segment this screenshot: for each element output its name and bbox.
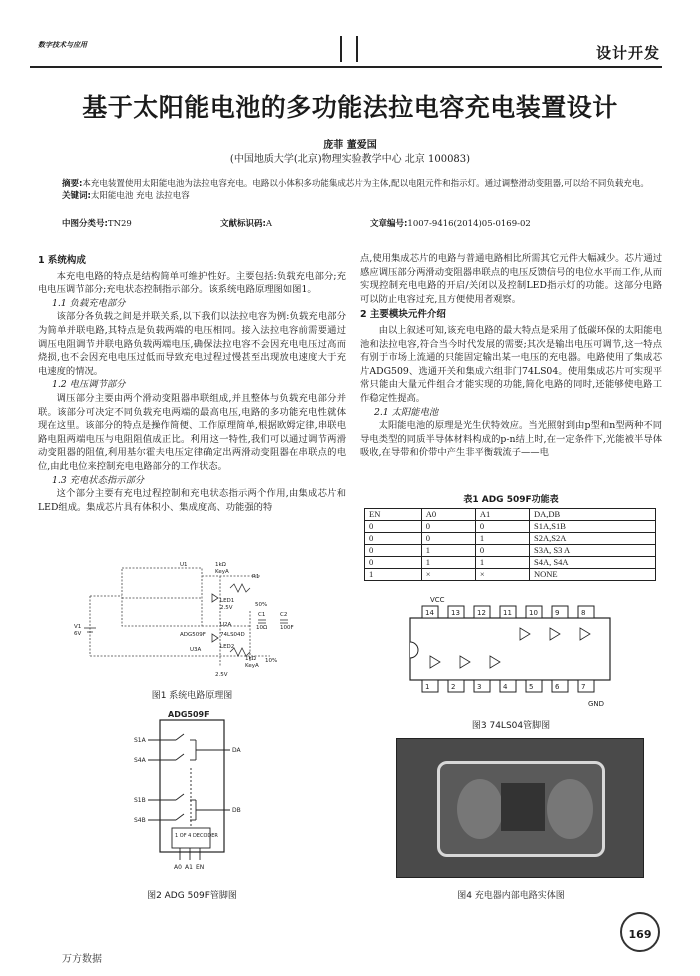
- pin-number: 2: [451, 683, 456, 691]
- fig1-label: 100F: [280, 625, 294, 631]
- table-cell: 0: [475, 521, 529, 533]
- figure-1-caption: 图1 系统电路原理图: [151, 691, 233, 701]
- fig2-pin: DB: [232, 807, 241, 814]
- pin-number: 14: [425, 609, 434, 617]
- header-rule: [30, 66, 662, 68]
- table-row: [365, 545, 656, 557]
- fig1-label: U2A: [220, 622, 232, 628]
- table-cell: 0: [365, 521, 422, 533]
- paper-title: 基于太阳能电池的多功能法拉电容充电装置设计: [82, 93, 618, 122]
- pin-number: 6: [555, 683, 560, 691]
- section-1-2-title: 1.2 电压调节部分: [51, 379, 126, 391]
- section-2-title: 2 主要模块元件介绍: [360, 309, 446, 321]
- table-cell: 0: [421, 521, 475, 533]
- pin-number: 5: [529, 683, 534, 691]
- figure-4-photo: [396, 738, 644, 878]
- pin-number: 13: [451, 609, 460, 617]
- fig1-label: C2: [280, 612, 288, 618]
- fig1-label: 74LS04D: [220, 632, 245, 638]
- doc-code: 文献标识码:A: [220, 219, 273, 229]
- table-cell: 1: [365, 569, 422, 581]
- table-header-cell: A1: [475, 509, 529, 521]
- journal-logo: 数字技术与应用: [38, 40, 87, 49]
- table-cell: S4A, S4A: [529, 557, 655, 569]
- table-cell: NONE: [529, 569, 655, 581]
- table-cell: ×: [421, 569, 475, 581]
- section-2-para: 由以上叙述可知,该充电电路的最大特点是采用了低碳环保的太阳能电池和法拉电容,符合当今时代发展的需要;其次是输出电压可调节,这一特点有别于市场上流通的只能固定输出某一电压的充电器。电路使用了集成芯片ADG509、选通开关和集成六组非门74LS04。使用集成芯片可实现平常只能由大量元件组合才能实现的功能,简化电路的同时,还能够使电路工作稳定性提高。: [360, 324, 662, 404]
- table-cell: 1: [421, 545, 475, 557]
- abstract-text: 本充电装置使用太阳能电池为法拉电容充电。电路以小体积多功能集成芯片为主体,配以电阻元件和指示灯。通过调整滑动变阻器,可以给不同负载充电。: [82, 179, 649, 189]
- table-row: [365, 569, 656, 581]
- section-1-title: 1 系统构成: [38, 255, 86, 266]
- section-1-1-title: 1.1 负载充电部分: [51, 297, 126, 309]
- table-row: [365, 533, 656, 545]
- pin-number: 1: [425, 683, 430, 691]
- fig1-label: C1: [258, 612, 266, 618]
- abstract-label: 摘要:: [62, 179, 83, 189]
- fig1-label: 10%: [265, 658, 278, 664]
- fig1-label: ADG509F: [180, 632, 206, 638]
- table-cell: S3A, S3 A: [529, 545, 655, 557]
- header-bar: [340, 36, 342, 62]
- section-1-para: 本充电电路的特点是结构简单可维护性好。主要包括:负载充电部分;充电电压调节部分;充电状态控制指示部分。该系统电路原理图如图1。: [38, 270, 346, 296]
- page-number: 169: [620, 912, 660, 952]
- section-1-2-para: 调压部分主要由两个滑动变阻器串联组成,并且整体与负载充电部分并联。该部分可决定不同负载充电两端的最高电压,电路的多功能充电性就体现在这里。该部分的特点是操作简便、工作原理简单,根据欧姆定律,串联电路电阻两端电压与电阻阻值成正比。利用这一特性,我们可以通过调节两滑动变阻器的阻值,利用基尔霍夫电压定律确定出两滑动变阻器在串联点的电位,由此电位来控制充电电路部分的工作状态。: [38, 392, 346, 472]
- table-header-cell: DA,DB: [529, 509, 655, 521]
- fig2-pin: S4B: [134, 817, 146, 824]
- section-1-3-para: 这个部分主要有充电过程控制和充电状态指示两个作用,由集成芯片和LED组成。集成芯片具有体积小、集成度高、功能强的特: [38, 488, 346, 513]
- table-cell: 1: [421, 557, 475, 569]
- abstract-block: [62, 178, 654, 202]
- section-1-3-title: 1.3 充电状态指示部分: [51, 474, 145, 486]
- fig2-pin: S4A: [134, 757, 146, 764]
- table-cell: 0: [475, 545, 529, 557]
- header-bar: [356, 36, 358, 62]
- figure-3-pinout: [400, 594, 640, 714]
- circuit-board-shape: [501, 783, 545, 831]
- fig1-label: U3A: [190, 647, 202, 653]
- fig2-pin: S1B: [134, 797, 146, 804]
- fig1-label: LED2: [220, 644, 235, 650]
- section-2-1-title: 2.1 太阳能电池: [373, 406, 439, 418]
- fig2-chip-name: ADG509F: [168, 710, 210, 719]
- footer-watermark: 万方数据: [62, 954, 102, 965]
- capacitor-shape: [457, 779, 503, 839]
- table-header-cell: A0: [421, 509, 475, 521]
- fig1-label: 1kΩ: [245, 656, 256, 662]
- fig1-label: KeyA: [245, 663, 259, 669]
- fig1-label: 2.5V: [220, 605, 233, 611]
- pin-number: 4: [503, 683, 508, 691]
- fig1-label: V1: [74, 624, 82, 630]
- pin-number: 9: [555, 609, 560, 617]
- fig1-label: 10Ω: [256, 625, 268, 631]
- fig2-pin: DA: [232, 747, 241, 754]
- figure-1-schematic: [70, 556, 320, 680]
- fig2-decoder: 1 OF 4 DECODER: [175, 833, 218, 839]
- table-cell: S1A,S1B: [529, 521, 655, 533]
- pin-number: 11: [503, 609, 512, 617]
- fig2-pin: S1A: [134, 737, 146, 744]
- fig3-gnd: GND: [588, 700, 605, 708]
- section-label: 设计开发: [595, 44, 660, 62]
- fig2-bottom: A1: [185, 864, 193, 871]
- figure-3-caption: 图3 74LS04管脚图: [471, 721, 551, 731]
- table-cell: S2A,S2A: [529, 533, 655, 545]
- continued-para: 点,使用集成芯片的电路与普通电路相比所需其它元件大幅减少。芯片通过感应调压部分两滑动变阻器串联点的电压反馈信号的电位水平而工作,从而实现控制充电电路的开启/关闭以及控制LED指示灯的功能。这部分电路可以防止电容过充,且方便使用者观察。: [360, 253, 662, 305]
- fig1-label: 50%: [255, 602, 268, 608]
- table-1-title: 表1 ADG 509F功能表: [463, 495, 559, 505]
- table-cell: 0: [421, 533, 475, 545]
- pin-number: 8: [581, 609, 586, 617]
- clc-number: 中图分类号:TN29: [62, 219, 132, 229]
- authors: 庞菲 董爱国: [323, 140, 377, 151]
- keywords: 太阳能电池 充电 法拉电容: [90, 191, 190, 201]
- article-number: 文章编号:1007-9416(2014)05-0169-02: [370, 219, 531, 229]
- figure-2-caption: 图2 ADG 509F管脚图: [147, 891, 237, 901]
- fig1-label: U1: [180, 562, 188, 568]
- table-row: [365, 557, 656, 569]
- section-1-1-para: 该部分各负载之间是并联关系,以下我们以法拉电容为例:负载充电部分为简单并联电路,其特点是负载两端的电压相同。接入法拉电容前需要通过调压电阻调节并联电路负载两端电压,确保法拉电容不会因充电电压过高而烧损,也不会因充电电压过低而导致充电过程过慢甚至出现放电速度大于充电速度的情况。: [38, 311, 346, 377]
- table-cell: 1: [475, 533, 529, 545]
- pin-number: 7: [581, 683, 586, 691]
- fig1-label: R1: [252, 574, 260, 580]
- pin-number: 10: [529, 609, 538, 617]
- table-1: [364, 508, 656, 581]
- right-column: [360, 252, 662, 460]
- pin-number: 3: [477, 683, 482, 691]
- fig3-vcc: VCC: [430, 596, 445, 604]
- left-column: [38, 252, 346, 514]
- table-cell: ×: [475, 569, 529, 581]
- fig1-label: 1kΩ: [215, 562, 226, 568]
- capacitor-shape: [547, 779, 593, 839]
- figure-2-pinout: [130, 708, 250, 872]
- table-cell: 1: [475, 557, 529, 569]
- keywords-label: 关键词:: [62, 191, 91, 201]
- pin-number: 12: [477, 609, 486, 617]
- table-header-cell: EN: [365, 509, 422, 521]
- table-cell: 0: [365, 533, 422, 545]
- table-row: [365, 521, 656, 533]
- table-header-row: [365, 509, 656, 521]
- table-cell: 0: [365, 545, 422, 557]
- section-2-1-para: 太阳能电池的原理是光生伏特效应。当光照射到由p型和n型两种不同导电类型的同质半导体材料构成的p-n结上时,在一定条件下,光能被半导体吸收,在导带和价带中产生非平衡载流子——电: [360, 420, 662, 459]
- fig2-bottom: EN: [196, 864, 205, 871]
- fig2-bottom: A0: [174, 864, 182, 871]
- figure-4-caption: 图4 充电器内部电路实体图: [457, 891, 565, 901]
- fig1-label: 6V: [74, 631, 82, 637]
- affiliation: (中国地质大学(北京)物理实验教学中心 北京 100083): [229, 154, 471, 165]
- fig1-label: LED1: [220, 598, 235, 604]
- table-cell: 0: [365, 557, 422, 569]
- fig1-label: KeyA: [215, 569, 229, 575]
- fig1-label: 2.5V: [215, 672, 228, 678]
